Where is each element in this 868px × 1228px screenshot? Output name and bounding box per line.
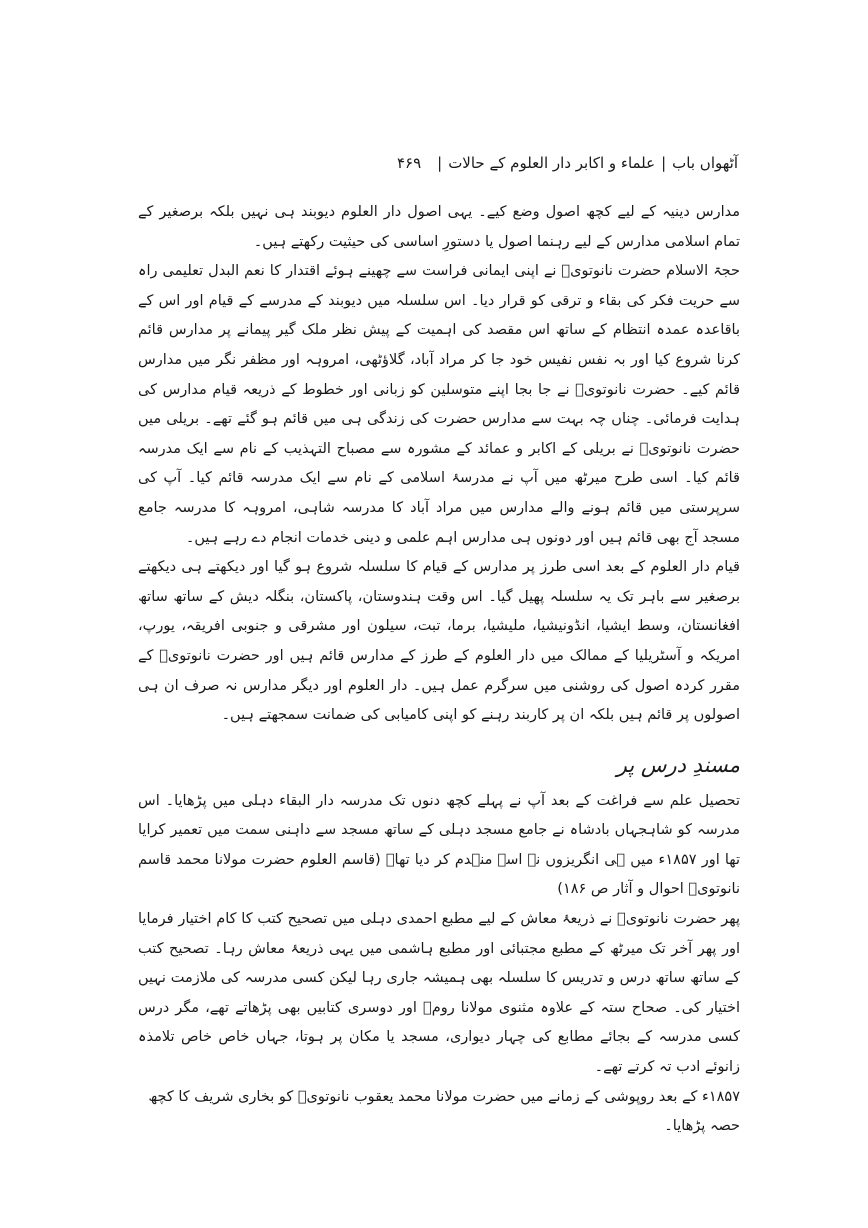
- section-heading: مسندِ درس پر: [616, 752, 740, 777]
- page-body: [138, 198, 740, 1142]
- paragraph-2: حجۃ الاسلام حضرت نانوتویؒ نے اپنی ایمانی فراست سے چھینے ہوئے اقتدار کا نعم البدل تعلیمی راہ سے حریت فکر کی بقاء و ترقی کو قرار دیا۔ اس سلسلہ میں دیوبند کے مدرسے کے قیام اور اس کے باقاعدہ عمدہ انتظام کے ساتھ اس مقصد کی اہمیت کے پیش نظر ملک گیر پیمانے پر مدارس قائم کرنا شروع کیا اور بہ نفس نفیس خود جا کر مراد آباد، گلاؤٹھی، امروہہ اور مظفر نگر میں مدارس قائم کیے۔ حضرت نانوتویؒ نے جا بجا اپنے متوسلین کو زبانی اور خطوط کے ذریعہ قیام مدارس کی ہدایت فرمائی۔ چناں چہ بہت سے مدارس حضرت کی زندگی ہی میں قائم ہو گئے تھے۔ بریلی میں حضرت نانوتویؒ نے بریلی کے اکابر و عمائد کے مشورہ سے مصباح التہذیب کے نام سے ایک مدرسہ قائم کیا۔ اسی طرح میرٹھ میں آپ نے مدرسۂ اسلامی کے نام سے ایک مدرسہ قائم کیا۔ آپ کی سرپرستی میں قائم ہونے والے مدارس میں مراد آباد کا مدرسہ شاہی، امروہہ کا مدرسہ جامع مسجد آج بھی قائم ہیں اور دونوں ہی مدارس اہم علمی و دینی خدمات انجام دے رہے ہیں۔: [138, 263, 740, 546]
- section-paragraph-1: تحصیل علم سے فراغت کے بعد آپ نے پہلے کچھ دنوں تک مدرسہ دار البقاء دہلی میں پڑھایا۔ اس مدرسہ کو شاہجہاں بادشاہ نے جامع مسجد دہلی کے ساتھ مسجد سے داہنی سمت میں تعمیر کرایا تھا اور ۱۸۵۷ء میں ہی انگریزوں نے اسے منہدم کر دیا تھا۔ (قاسم العلوم حضرت مولانا محمد قاسم نانوتویؒ احوال و آثار ص ۱۸۶): [138, 792, 741, 898]
- header-separator: |: [661, 154, 667, 172]
- section-paragraph-3: ۱۸۵۷ء کے بعد روپوشی کے زمانے میں حضرت مولانا محمد یعقوب نانوتویؒ کو بخاری شریف کا کچھ حصہ پڑھایا۔: [148, 1088, 740, 1135]
- header-separator: |: [437, 154, 443, 172]
- paragraph-3: قیام دار العلوم کے بعد اسی طرز پر مدارس کے قیام کا سلسلہ شروع ہو گیا اور دیکھتے ہی دیکھتے برصغیر سے باہر تک یہ سلسلہ پھیل گیا۔ اس وقت ہندوستان، پاکستان، بنگلہ دیش کے ساتھ ساتھ افغانستان، وسط ایشیا، انڈونیشیا، ملیشیا، برما، تبت، سیلون اور مشرقی و جنوبی افریقہ، یورپ، امریکہ و آسٹریلیا کے ممالک میں دار العلوم کے طرز کے مدارس قائم ہیں اور حضرت نانوتویؒ کے مقرر کردہ اصول کی روشنی میں سرگرم عمل ہیں۔ دار العلوم اور دیگر مدارس نہ صرف ان ہی اصولوں پر قائم ہیں بلکہ ان پر کاربند رہنے کو اپنی کامیابی کی ضمانت سمجھتے ہیں۔: [138, 559, 740, 724]
- chapter-title: علماء و اکابر دار العلوم کے حالات: [448, 154, 656, 172]
- section-paragraph-2: پھر حضرت نانوتویؒ نے ذریعۂ معاش کے لیے مطبع احمدی دہلی میں تصحیح کتب کا کام اختیار فرمایا اور پھر آخر تک میرٹھ کے مطبع مجتبائی اور مطبع ہاشمی میں یہی ذریعۂ معاش رہا۔ تصحیح کتب کے ساتھ ساتھ درس و تدریس کا سلسلہ بھی ہمیشہ جاری رہا لیکن کسی مدرسہ کی ملازمت نہیں اختیار کی۔ صحاح ستہ کے علاوہ مثنوی مولانا رومؒ اور دوسری کتابیں بھی پڑھاتے تھے، مگر درس کسی مدرسہ کے بجائے مطابع کی چہار دیواری، مسجد یا مکان پر ہوتا، جہاں خاص خاص تلامذہ زانوئے ادب تہ کرتے تھے۔: [138, 911, 740, 1076]
- chapter-label: آٹھواں باب: [672, 154, 738, 172]
- page-number: ۴۶۹: [396, 154, 422, 172]
- paragraph-1: مدارس دینیہ کے لیے کچھ اصول وضع کیے۔ یہی اصول دار العلوم دیوبند ہی نہیں بلکہ برصغیر کے تمام اسلامی مدارس کے لیے رہنما اصول یا دستورِ اساسی کی حیثیت رکھتے ہیں۔: [138, 204, 740, 250]
- running-header: [140, 152, 738, 174]
